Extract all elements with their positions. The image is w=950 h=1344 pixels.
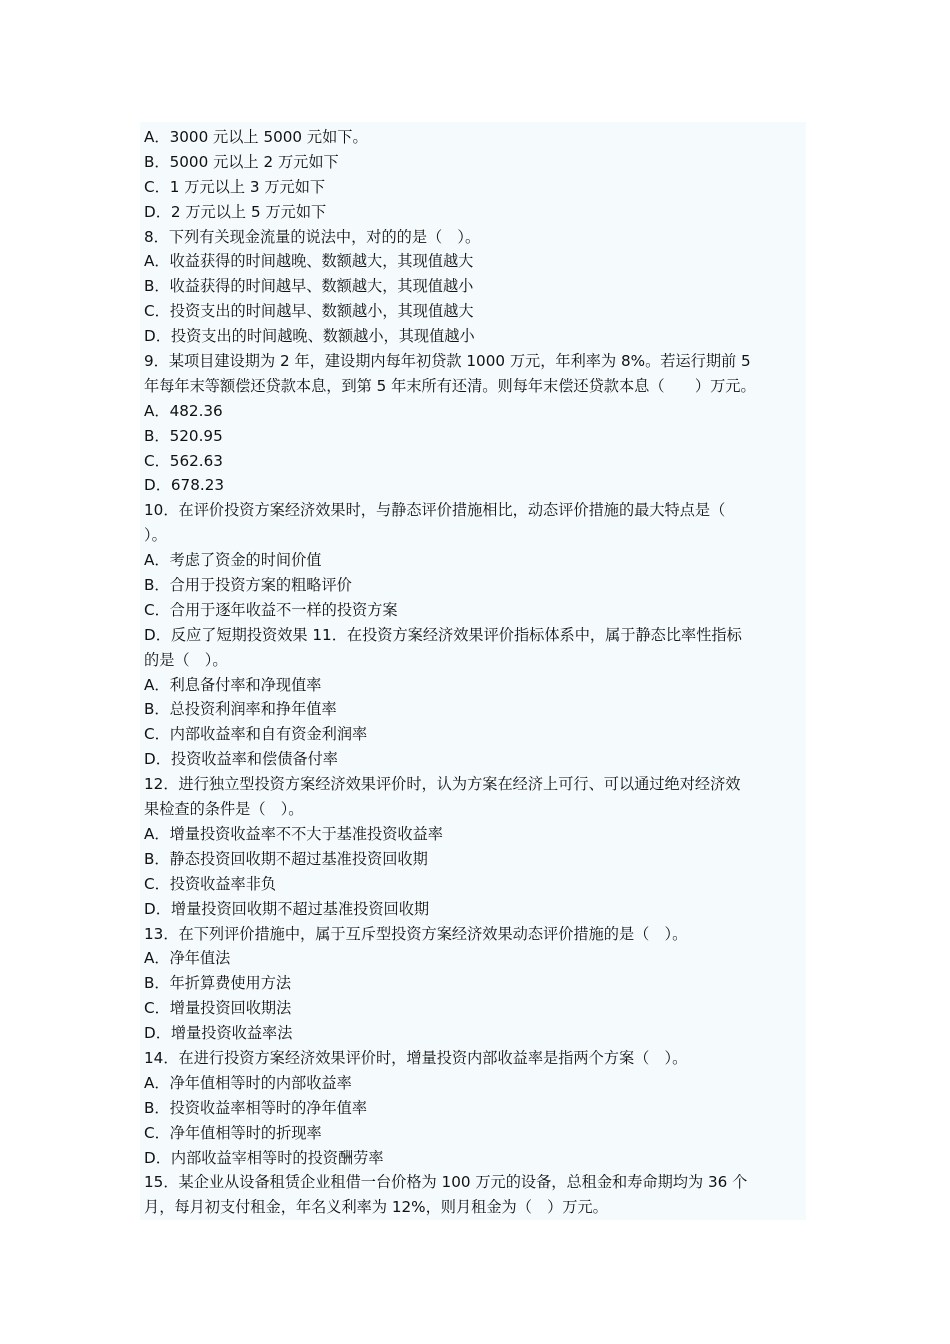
option-c: C．净年值相等时的折现率 — [144, 1123, 322, 1142]
option-b: B．投资收益率相等时的净年值率 — [144, 1098, 368, 1117]
option-a: A．482.36 — [144, 401, 223, 420]
option-c: C．合用于逐年收益不一样的投资方案 — [144, 600, 398, 619]
option-d: D．内部收益宰相等时的投资酬劳率 — [144, 1148, 384, 1167]
option-a: A．净年值相等时的内部收益率 — [144, 1073, 352, 1092]
option-c: C．内部收益率和自有资金利润率 — [144, 725, 368, 744]
question-10: 10．在评价投资方案经济效果时，与静态评价措施相比，动态评价措施的最大特点是（ — [144, 501, 726, 520]
option-c: C．562.63 — [144, 451, 223, 470]
option-a: A．收益获得的时间越晚、数额越大，其现值越大 — [144, 252, 474, 271]
option-b: B．5000 元以上 2 万元如下 — [144, 152, 339, 171]
option-a: A．3000 元以上 5000 元如下。 — [144, 128, 368, 146]
question-12-continued: 果检查的条件是（ ）。 — [144, 800, 304, 819]
question-11-continued: 的是（ ）。 — [144, 650, 228, 669]
question-10-continued: ）。 — [144, 526, 167, 545]
question-9: 9．某项目建设期为 2 年，建设期内每年初贷款 1000 万元，年利率为 8%。若运行期前 5 — [144, 352, 751, 371]
option-b: B．收益获得的时间越早、数额越大，其现值越小 — [144, 277, 474, 296]
option-b: B．合用于投资方案的粗略评价 — [144, 576, 352, 595]
option-a: A．利息备付率和净现值率 — [144, 675, 322, 694]
question-9-continued: 年每年末等额偿还贷款本息，到第 5 年末所有还清。则每年末偿还贷款本息（ ）万元。 — [144, 376, 756, 395]
option-d: D．678.23 — [144, 476, 225, 495]
option-a: A．净年值法 — [144, 949, 231, 968]
option-a: A．考虑了资金的时间价值 — [144, 551, 322, 570]
question-15-continued: 月，每月初支付租金，年名义利率为 12%，则月租金为（ ）万元。 — [144, 1198, 608, 1217]
option-d: D．投资支出的时间越晚、数额越小，其现值越小 — [144, 327, 475, 346]
option-c: C．投资支出的时间越早、数额越小，其现值越大 — [144, 302, 474, 321]
question-12: 12．进行独立型投资方案经济效果评价时，认为方案在经济上可行、可以通过绝对经济效 — [144, 775, 741, 794]
option-b: B．总投资利润率和挣年值率 — [144, 700, 337, 719]
question-15: 15．某企业从设备租赁企业租借一台价格为 100 万元的设备，总租金和寿命期均为 36 个 — [144, 1173, 748, 1192]
option-c: C．增量投资回收期法 — [144, 999, 292, 1018]
option-b: B．年折算费使用方法 — [144, 974, 292, 993]
question-14: 14．在进行投资方案经济效果评价时，增量投资内部收益率是指两个方案（ ）。 — [144, 1048, 688, 1067]
question-13: 13．在下列评价措施中，属于互斥型投资方案经济效果动态评价措施的是（ ）。 — [144, 924, 688, 943]
option-d: D．投资收益率和偿债备付率 — [144, 750, 338, 769]
option-d: D．2 万元以上 5 万元如下 — [144, 202, 327, 221]
option-c: C．投资收益率非负 — [144, 874, 277, 893]
option-b: B．静态投资回收期不超过基准投资回收期 — [144, 849, 428, 868]
option-d: D．增量投资回收期不超过基准投资回收期 — [144, 899, 430, 918]
document-text — [144, 125, 808, 1220]
option-c: C．1 万元以上 3 万元如下 — [144, 177, 326, 196]
option-d-question-11: D．反应了短期投资效果 11．在投资方案经济效果评价指标体系中，属于静态比率性指标 — [144, 625, 742, 644]
option-d: D．增量投资收益率法 — [144, 1024, 293, 1043]
option-a: A．增量投资收益率不不大于基准投资收益率 — [144, 824, 443, 843]
question-8: 8．下列有关现金流量的说法中，对的的是（ ）。 — [144, 227, 481, 246]
option-b: B．520.95 — [144, 426, 223, 445]
